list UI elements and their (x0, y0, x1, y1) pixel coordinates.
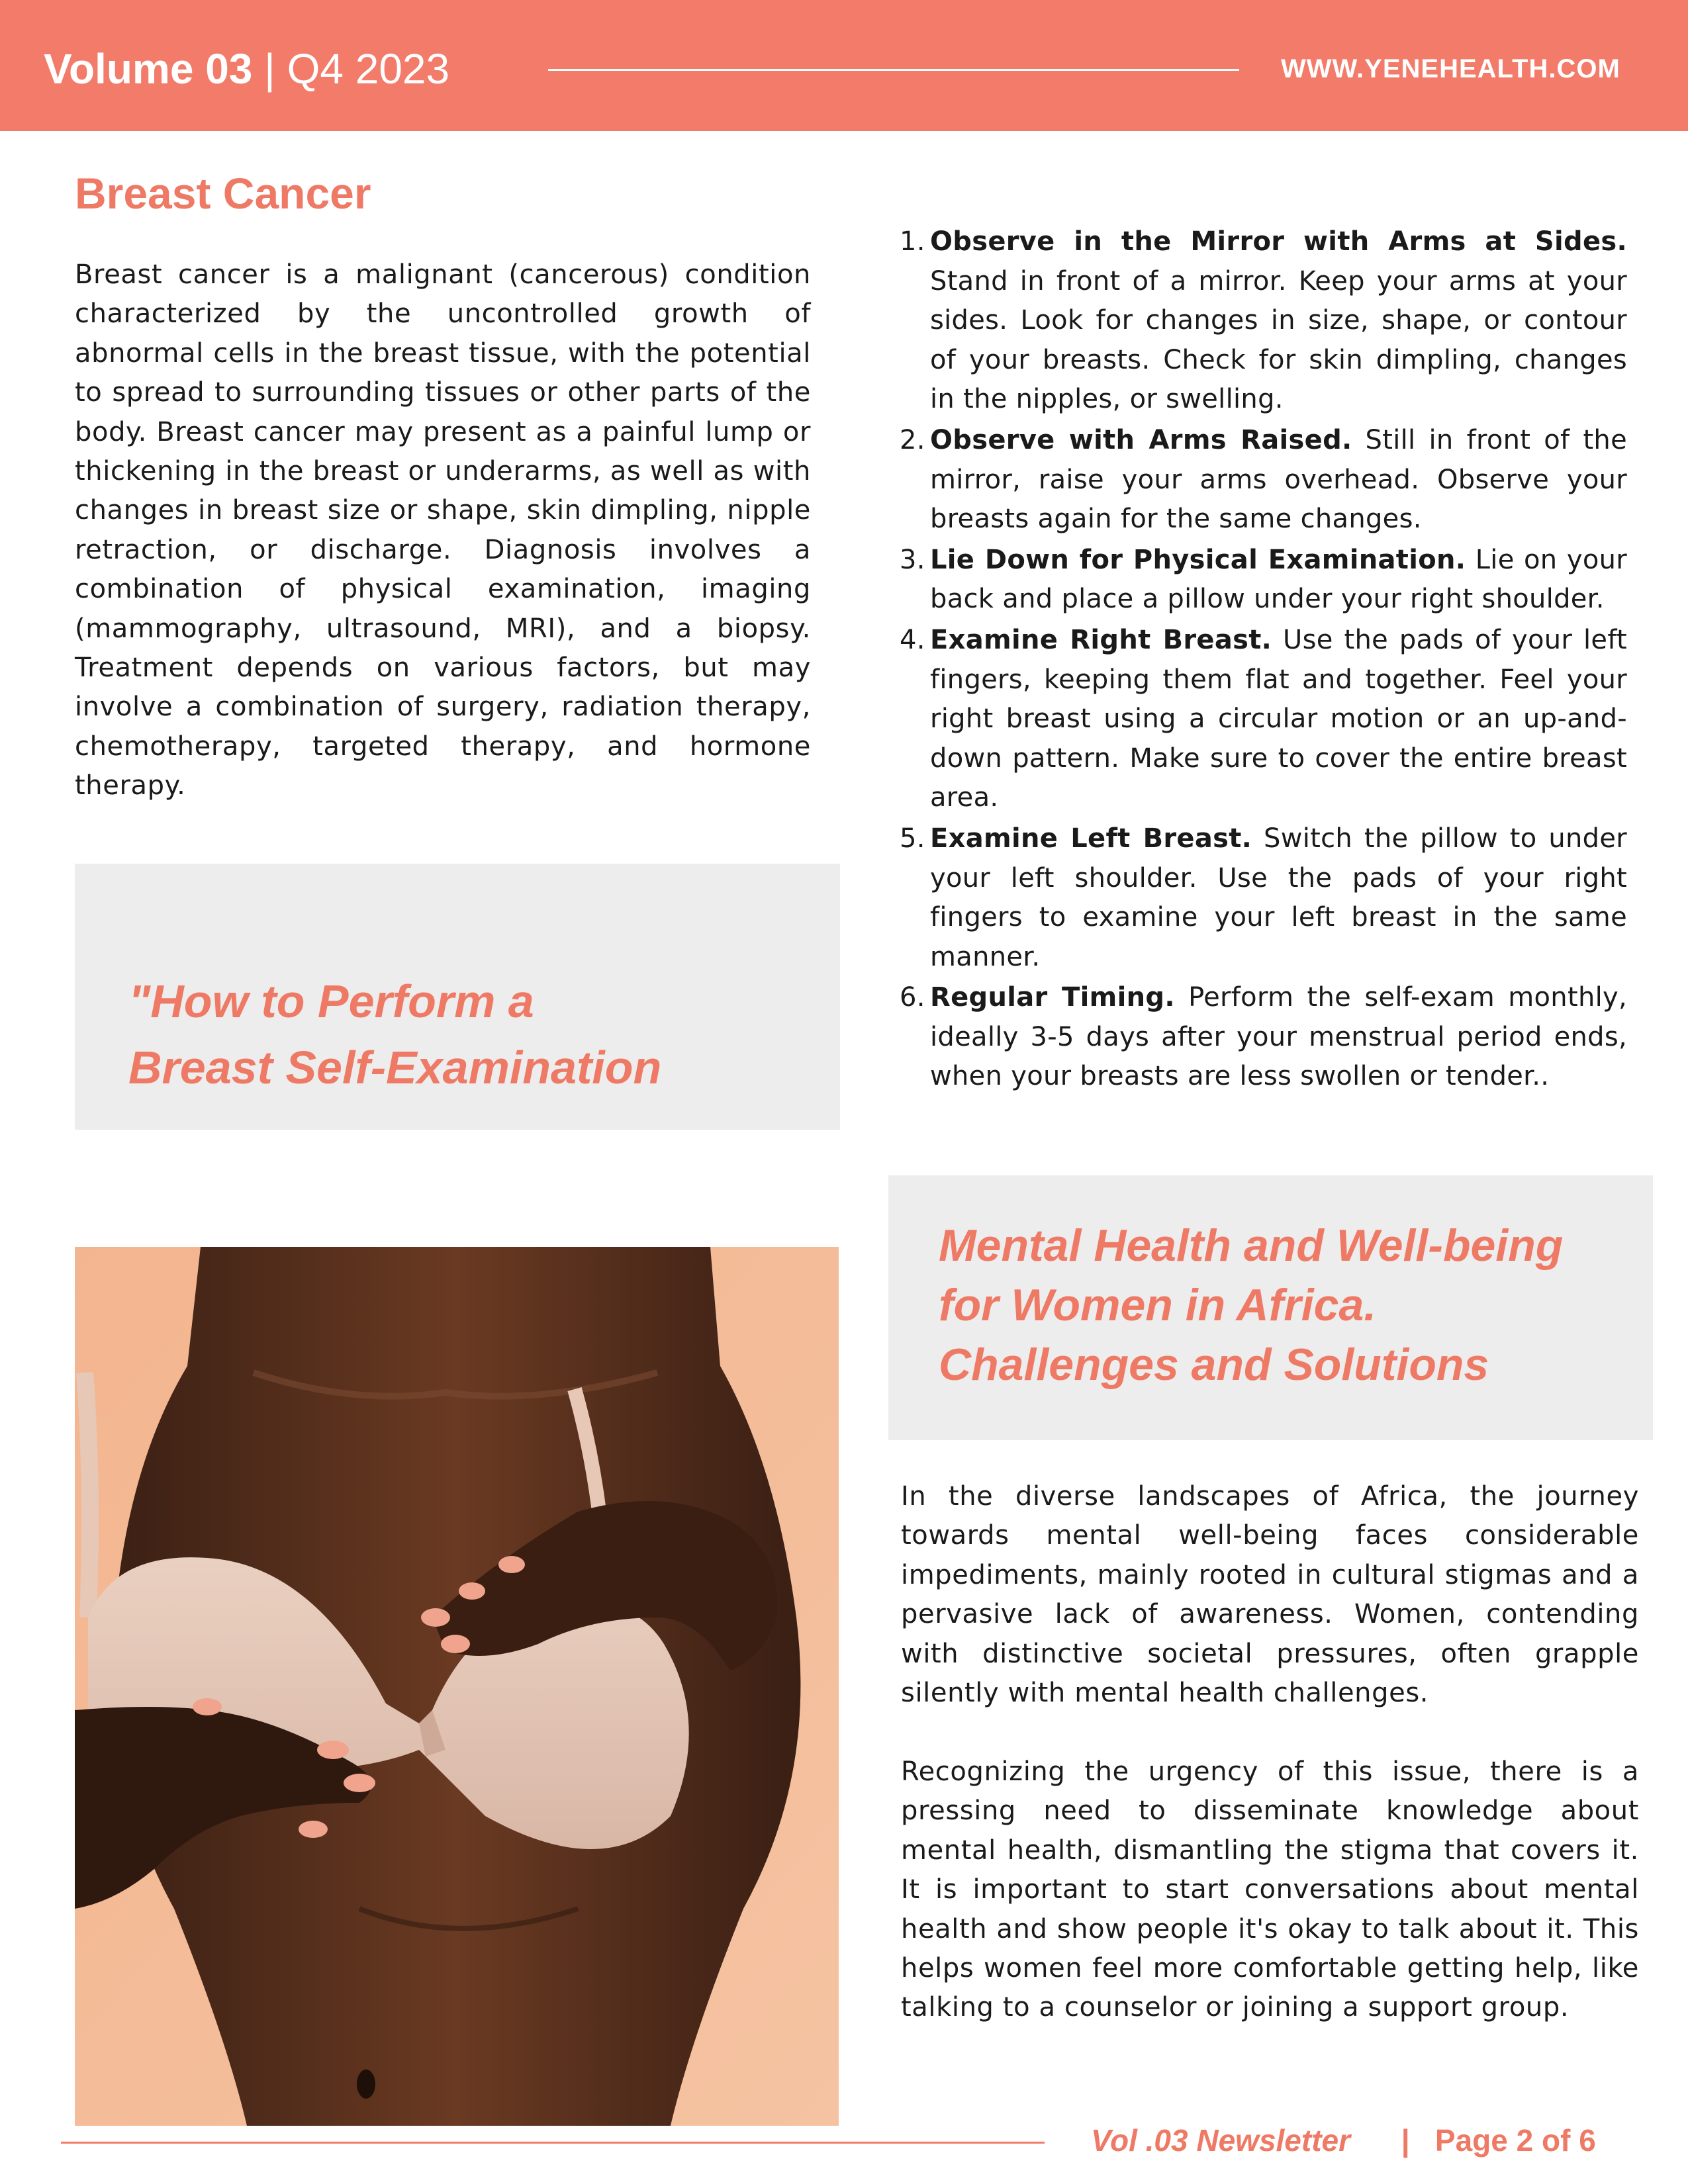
list-item (890, 819, 1627, 977)
self-exam-callout-line1: "How to Perform a (128, 976, 534, 1027)
mental-health-title-line2: for Women in Africa. (939, 1280, 1377, 1330)
step-number: 4. (900, 624, 925, 655)
website-link[interactable]: WWW.YENEHEALTH.COM (1281, 54, 1620, 83)
footer-newsletter-label: Vol .03 Newsletter (1091, 2123, 1351, 2158)
list-item (890, 541, 1627, 619)
step-text: Perform the self-exam monthly, ideally 3-5 days after your menstrual period ends, when your breasts are less swollen or tender.. (930, 982, 1627, 1092)
step-title: Lie Down for Physical Examination. (930, 544, 1466, 575)
quarter-label: Q4 2023 (287, 45, 450, 93)
volume-word: Volume (44, 45, 194, 93)
photo-illustration (75, 1247, 839, 2126)
step-number: 1. (900, 226, 925, 257)
step-title: Examine Left Breast. (930, 823, 1252, 854)
section-heading-breast-cancer: Breast Cancer (75, 169, 371, 218)
volume-label (44, 42, 449, 95)
step-number: 6. (900, 982, 925, 1013)
list-item (890, 621, 1627, 818)
mental-health-title-line1: Mental Health and Well-being (939, 1220, 1564, 1271)
step-text: Lie on your back and place a pillow under your right shoulder. (930, 544, 1627, 615)
list-item (890, 421, 1627, 539)
self-exam-steps-list (890, 222, 1627, 1098)
self-exam-callout-title (128, 968, 661, 1101)
list-item (890, 222, 1627, 420)
step-text: Stand in front of a mirror. Keep your arms at your sides. Look for changes in size, shape, or contour of your breasts. Check for skin dimpling, changes in the nipples, or swelling. (930, 265, 1627, 415)
header-bar (0, 0, 1688, 131)
step-number: 3. (900, 544, 925, 575)
breast-cancer-body: Breast cancer is a malignant (cancerous) condition characterized by the uncontrolled growth of abnormal cells in the breast tissue, with the potential to spread to surrounding tissues or other parts of the body. Breast cancer may present as a painful lump or thickening in the breast or underarms, as well as with changes in breast size or shape, skin dimpling, nipple retraction, or discharge. Diagnosis involves a combination of physical examination, imaging (mammography, ultrasound, MRI), and a biopsy. Treatment depends on various factors, but may involve a combination of surgery, radiation therapy, chemotherapy, targeted therapy, and hormone therapy. (75, 259, 811, 801)
step-number: 2. (900, 424, 925, 455)
step-title: Observe with Arms Raised. (930, 424, 1352, 455)
step-number: 5. (900, 823, 925, 854)
footer-divider (61, 2142, 1045, 2144)
step-title: Observe in the Mirror with Arms at Sides. (930, 226, 1627, 257)
footer-separator: | (1401, 2123, 1410, 2158)
list-item (890, 978, 1627, 1097)
header-divider (548, 69, 1239, 71)
breast-self-exam-photo (75, 1247, 839, 2126)
mental-health-paragraph-1: In the diverse landscapes of Africa, the journey towards mental well-being faces considerable impediments, mainly rooted in cultural stigmas and a pervasive lack of awareness. Women, contending with distinctive societal pressures, often grapple silently with mental health challenges. (901, 1481, 1639, 1709)
volume-number: 03 (205, 45, 253, 93)
self-exam-callout-line2: Breast Self-Examination (128, 1042, 662, 1093)
step-title: Regular Timing. (930, 982, 1175, 1013)
footer (1091, 2120, 1596, 2160)
footer-page-number: Page 2 of 6 (1434, 2123, 1596, 2158)
mental-health-title-line3: Challenges and Solutions (939, 1340, 1489, 1390)
mental-health-paragraph-2: Recognizing the urgency of this issue, there is a pressing need to disseminate knowledge about mental health, dismantling the stigma that covers it. It is important to start conversations about mental health and show people it's okay to talk about it. This helps women feel more comfortable getting help, like talking to a counselor or joining a support group. (901, 1756, 1639, 2023)
step-text: Switch the pillow to under your left shoulder. Use the pads of your right fingers to examine your left breast in the same manner. (930, 823, 1627, 972)
volume-separator: | (252, 45, 287, 93)
step-text: Still in front of the mirror, raise your arms overhead. Observe your breasts again for the same changes. (930, 424, 1627, 535)
mental-health-title (939, 1216, 1563, 1394)
step-text: Use the pads of your left fingers, keeping them flat and together. Feel your right breast using a circular motion or an up-and-down pattern. Make sure to cover the entire breast area. (930, 624, 1628, 813)
step-title: Examine Right Breast. (930, 624, 1272, 655)
